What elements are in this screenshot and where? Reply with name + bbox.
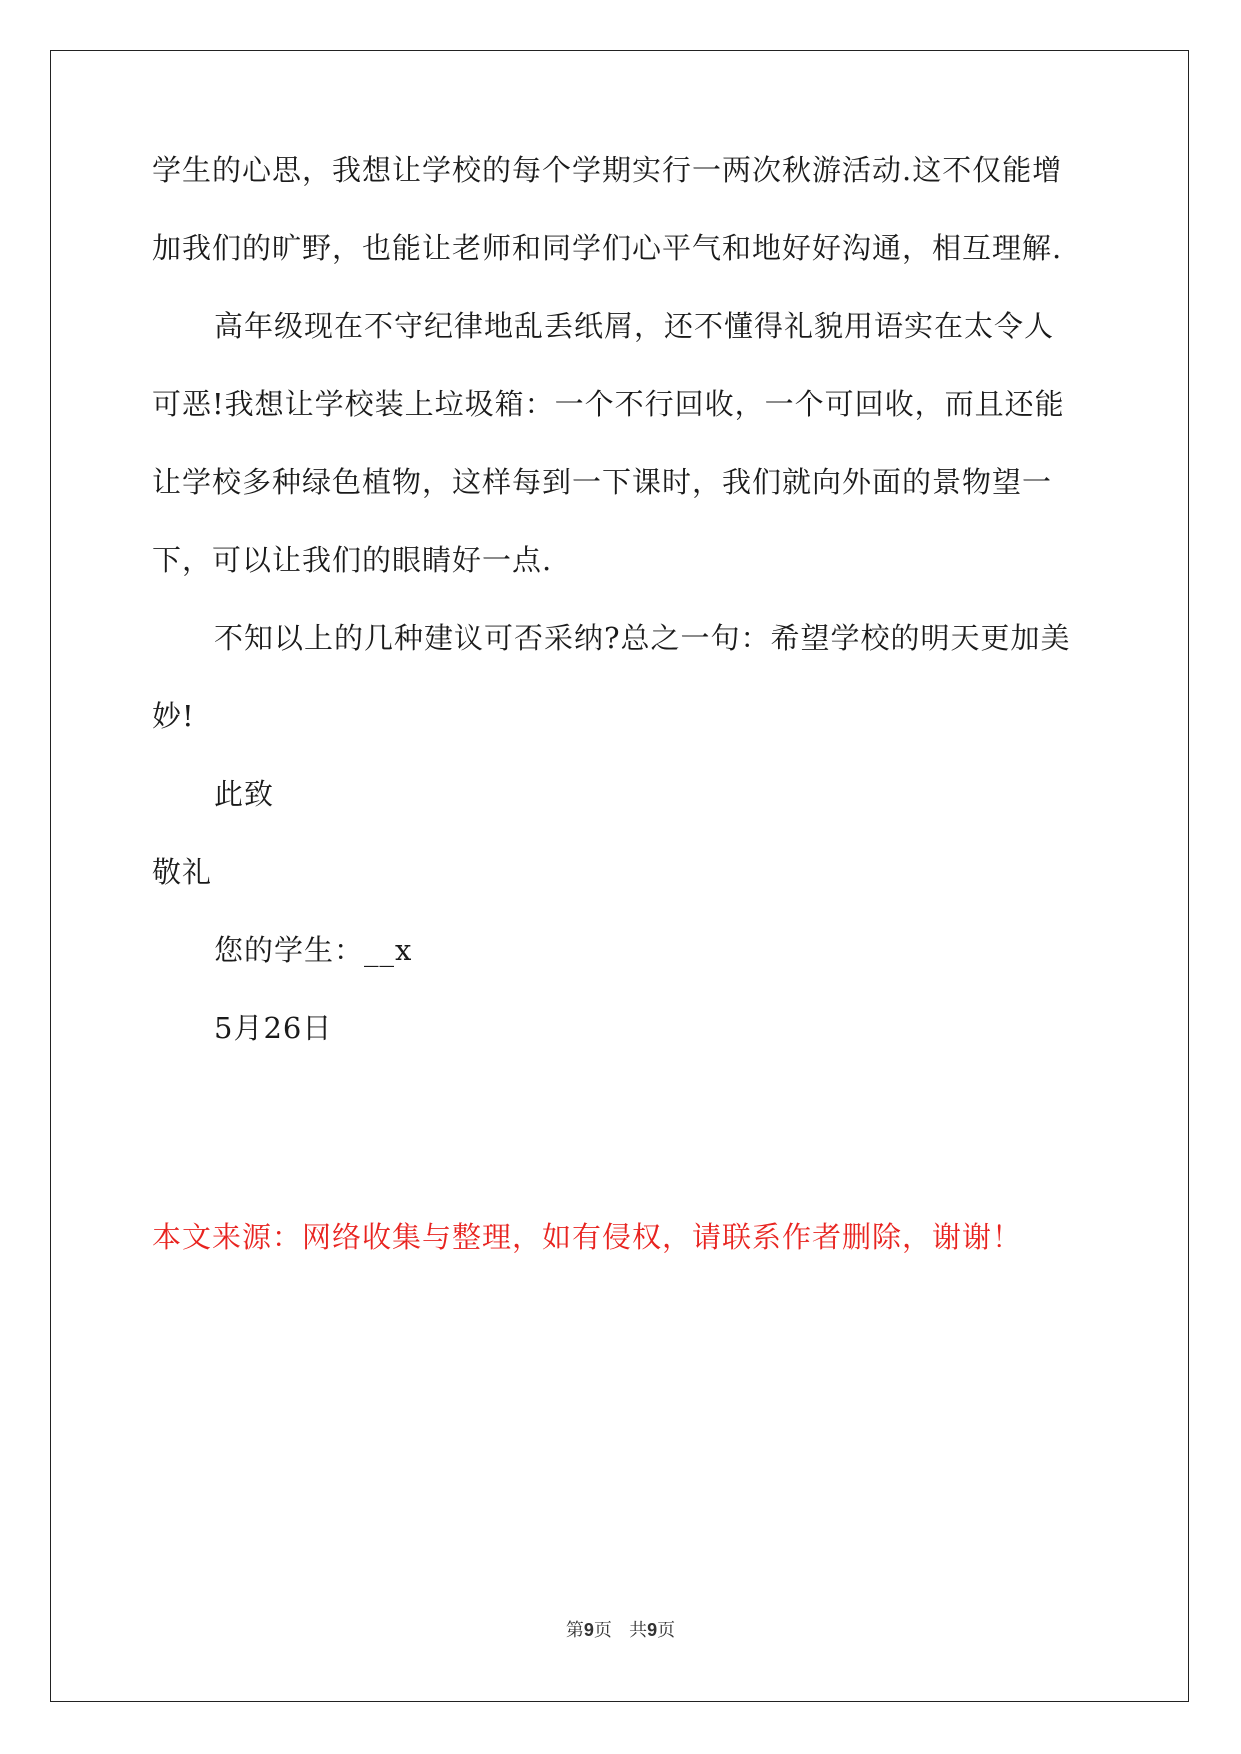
body-line: 妙! (152, 699, 195, 733)
source-note: 本文来源：网络收集与整理，如有侵权，请联系作者删除，谢谢！ (152, 1220, 1023, 1254)
page-border (50, 50, 1189, 1702)
signature: 您的学生：__x (214, 933, 413, 967)
body-line: 下，可以让我们的眼睛好一点. (152, 543, 553, 577)
page-prefix: 第 (565, 1620, 584, 1641)
body-line: 让学校多种绿色植物，这样每到一下课时，我们就向外面的景物望一 (152, 465, 1053, 499)
page-suffix: 页 (657, 1620, 676, 1641)
body-line: 不知以上的几种建议可否采纳?总之一句：希望学校的明天更加美 (214, 621, 1071, 655)
closing-regards: 敬礼 (152, 855, 213, 889)
page-mid: 页 共 (593, 1620, 648, 1641)
letter-date: 5月26日 (214, 1011, 333, 1045)
body-line: 加我们的旷野，也能让老师和同学们心平气和地好好沟通，相互理解. (152, 231, 1063, 265)
page-current: 9 (583, 1620, 594, 1640)
closing-salutation: 此致 (214, 777, 275, 811)
body-line: 可恶!我想让学校装上垃圾箱：一个不行回收，一个可回收，而且还能 (152, 387, 1065, 421)
page-total: 9 (647, 1620, 658, 1640)
body-line: 学生的心思，我想让学校的每个学期实行一两次秋游活动.这不仅能增 (152, 153, 1063, 187)
page-footer (0, 1616, 1241, 1642)
body-line: 高年级现在不守纪律地乱丢纸屑，还不懂得礼貌用语实在太令人 (214, 309, 1055, 343)
